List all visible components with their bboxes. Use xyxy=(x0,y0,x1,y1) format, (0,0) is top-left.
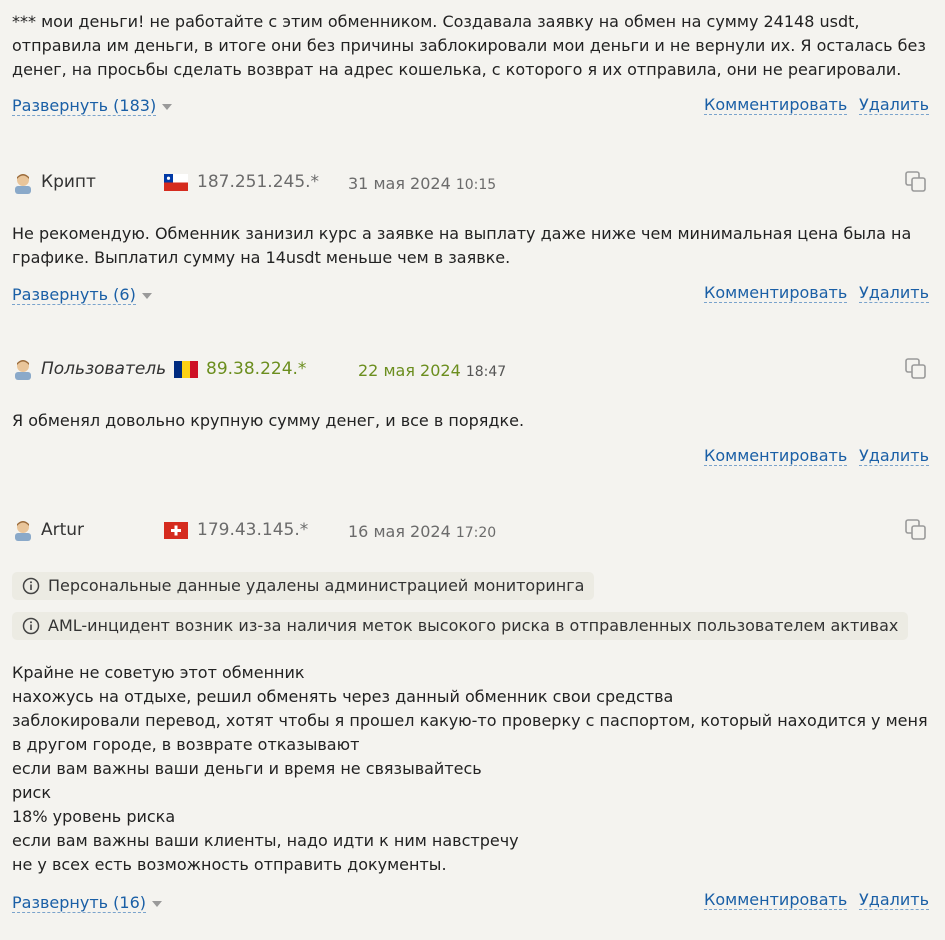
chevron-down-icon xyxy=(152,901,162,907)
review-date: 16 мая 2024 17:20 xyxy=(348,522,497,541)
expand-link[interactable]: Развернуть (6) xyxy=(12,285,152,305)
review-header xyxy=(12,170,34,196)
moderation-notice: Персональные данные удалены администрацией мониторинга xyxy=(12,572,594,600)
romania-flag-icon xyxy=(174,361,198,378)
ip-address: 187.251.245.* xyxy=(197,172,320,192)
review-text: Не рекомендую. Обменник занизил курс а заявке на выплату даже ниже чем минимальная цена была на графике. Выплатил сумму на 14usdt меньше чем в заявке. xyxy=(12,224,912,267)
ip-address: 179.43.145.* xyxy=(197,520,309,540)
user-avatar-icon xyxy=(12,519,34,541)
author-name[interactable]: Крипт xyxy=(41,172,96,192)
review-line: риск xyxy=(12,783,52,802)
review-line: 18% уровень риска xyxy=(12,807,176,826)
chevron-down-icon xyxy=(162,104,172,110)
review-text: Я обменял довольно крупную сумму денег, и все в порядке. xyxy=(12,411,525,430)
author-name[interactable]: Artur xyxy=(41,520,85,540)
review-line: не у всех есть возможность отправить документы. xyxy=(12,855,447,874)
review-line: заблокировали перевод, хотят чтобы я прошел какую-то проверку с паспортом, который находится у меня в другом городе, в возврате отказывают xyxy=(12,711,928,754)
switzerland-flag-icon xyxy=(164,522,188,539)
comment-link[interactable]: Комментировать xyxy=(704,283,848,302)
chevron-down-icon xyxy=(142,293,152,299)
delete-link[interactable]: Удалить xyxy=(859,283,929,302)
review-line: нахожусь на отдыхе, решил обменять через данный обменник свои средства xyxy=(12,687,674,706)
expand-link[interactable]: Развернуть (183) xyxy=(12,96,172,116)
delete-link[interactable]: Удалить xyxy=(859,446,929,465)
delete-link[interactable]: Удалить xyxy=(859,95,929,114)
copy-icon[interactable] xyxy=(904,357,928,381)
comment-link[interactable]: Комментировать xyxy=(704,890,848,909)
review-line: если вам важны ваши деньги и время не связывайтесь xyxy=(12,759,482,778)
review-date: 22 мая 2024 18:47 xyxy=(358,361,507,380)
copy-icon[interactable] xyxy=(904,518,928,542)
comment-link[interactable]: Комментировать xyxy=(704,95,848,114)
review-header xyxy=(12,517,34,543)
info-icon xyxy=(22,577,40,595)
review-date: 31 мая 2024 10:15 xyxy=(348,174,497,193)
review-line: если вам важны ваши клиенты, надо идти к ним навстречу xyxy=(12,831,519,850)
ip-address: 89.38.224.* xyxy=(206,359,307,379)
expand-link[interactable]: Развернуть (16) xyxy=(12,893,162,913)
copy-icon[interactable] xyxy=(904,170,928,194)
delete-link[interactable]: Удалить xyxy=(859,890,929,909)
user-avatar-icon xyxy=(12,358,34,380)
comment-link[interactable]: Комментировать xyxy=(704,446,848,465)
review-header xyxy=(12,356,34,382)
info-icon xyxy=(22,617,40,635)
review-line: Крайне не советую этот обменник xyxy=(12,663,305,682)
chile-flag-icon xyxy=(164,174,188,191)
user-avatar-icon xyxy=(12,172,34,194)
author-name: Пользователь xyxy=(41,359,167,379)
review-text: *** мои деньги! не работайте с этим обменником. Создавала заявку на обмен на сумму 24148 usdt, отправила им деньги, в итоге они без причины заблокировали мои деньги и не вернули их. Я осталась без денег, на просьбы сделать возврат на адрес кошелька, с которого я их отправила, они не реагировали. xyxy=(12,12,926,79)
review-text xyxy=(12,661,937,877)
aml-notice: AML-инцидент возник из-за наличия меток высокого риска в отправленных пользователем активах xyxy=(12,612,908,640)
